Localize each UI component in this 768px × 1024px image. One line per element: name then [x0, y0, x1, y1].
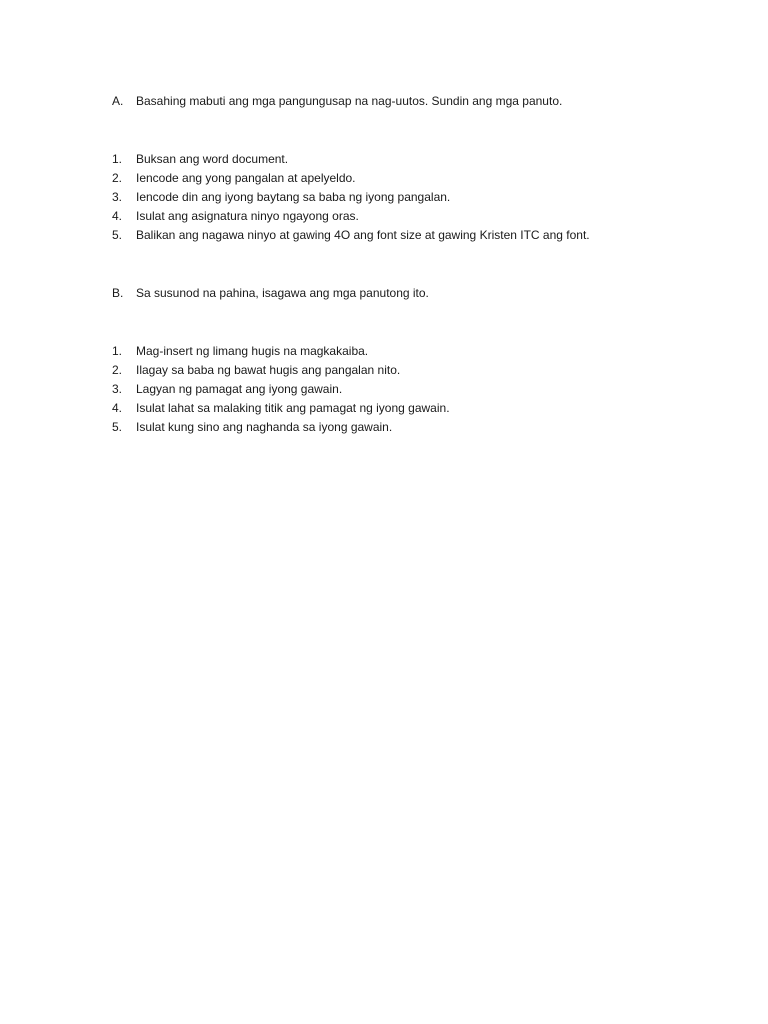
section-b-heading [112, 284, 712, 303]
list-item [112, 361, 712, 380]
section-b-list [112, 342, 712, 437]
list-item-text: Isulat kung sino ang naghanda sa iyong gawain. [136, 420, 393, 434]
list-item-number: 2. [112, 363, 123, 377]
section-a-list [112, 150, 712, 245]
section-b-marker: B. [112, 286, 124, 300]
section-b-heading-line [112, 284, 712, 303]
list-item-text: Mag-insert ng limang hugis na magkakaiba. [136, 344, 369, 358]
list-item-number: 4. [112, 209, 123, 223]
list-item-text: Iencode ang yong pangalan at apelyeldo. [136, 171, 356, 185]
list-item-number: 1. [112, 152, 123, 166]
list-item-number: 4. [112, 401, 123, 415]
list-item-number: 2. [112, 171, 123, 185]
list-item-number: 5. [112, 420, 123, 434]
section-a-heading [112, 92, 712, 111]
list-item-number: 5. [112, 228, 123, 242]
list-item [112, 342, 712, 361]
list-item [112, 207, 712, 226]
list-item-text: Isulat lahat sa malaking titik ang pamagat ng iyong gawain. [136, 401, 450, 415]
list-item-number: 3. [112, 382, 123, 396]
section-b-heading-text: Sa susunod na pahina, isagawa ang mga panutong ito. [136, 286, 429, 300]
list-item-text: Buksan ang word document. [136, 152, 289, 166]
list-item [112, 399, 712, 418]
section-a-heading-line [112, 92, 712, 111]
list-item [112, 150, 712, 169]
list-item [112, 226, 712, 245]
list-item-text: Iencode din ang iyong baytang sa baba ng iyong pangalan. [136, 190, 451, 204]
list-item-text: Isulat ang asignatura ninyo ngayong oras. [136, 209, 359, 223]
list-item-text: Ilagay sa baba ng bawat hugis ang pangalan nito. [136, 363, 401, 377]
list-item-text: Balikan ang nagawa ninyo at gawing 4O ang font size at gawing Kristen ITC ang font. [136, 228, 590, 242]
section-a-heading-text: Basahing mabuti ang mga pangungusap na nag-uutos. Sundin ang mga panuto. [136, 94, 563, 108]
list-item [112, 169, 712, 188]
section-a-marker: A. [112, 94, 124, 108]
list-item [112, 380, 712, 399]
list-item-number: 3. [112, 190, 123, 204]
list-item [112, 188, 712, 207]
list-item [112, 418, 712, 437]
list-item-number: 1. [112, 344, 123, 358]
list-item-text: Lagyan ng pamagat ang iyong gawain. [136, 382, 343, 396]
